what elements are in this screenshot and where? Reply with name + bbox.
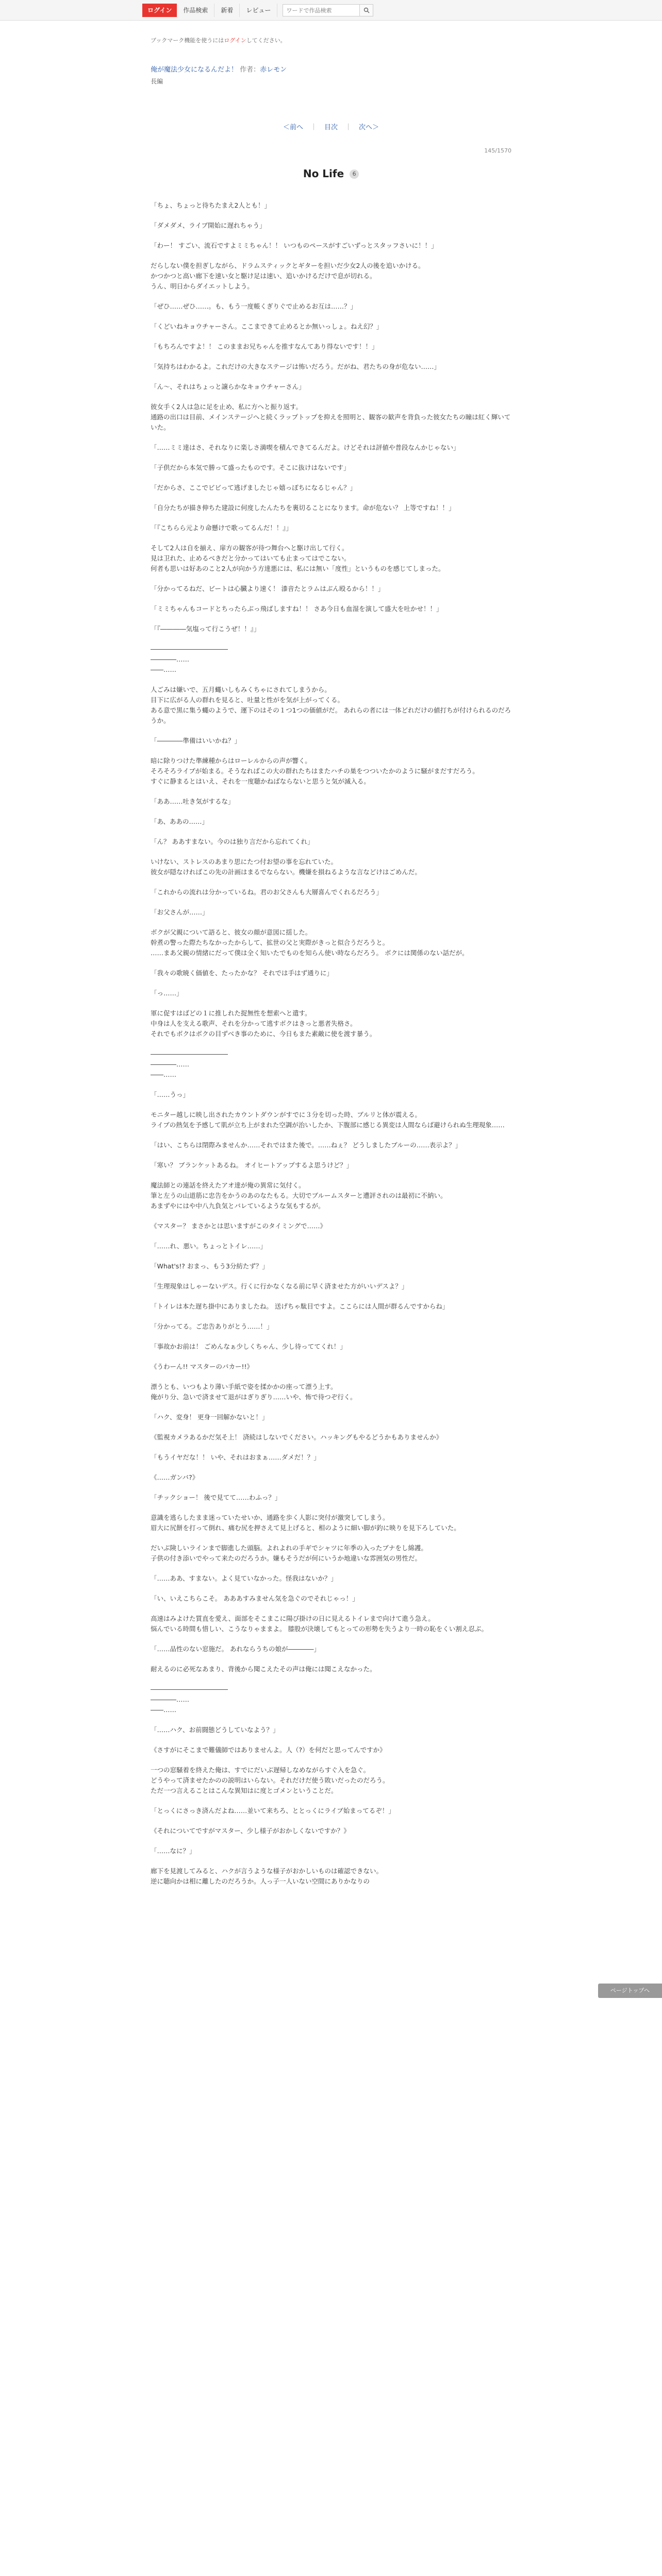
text-line: 軍に促すはばどの１に推しれた捉無性を想索へと遣す。 (151, 1009, 311, 1017)
paragraph (151, 1745, 511, 1755)
paragraph (151, 1221, 511, 1231)
paragraph (151, 1573, 511, 1584)
text-line: 「気持ちはわかるよ。これだけの大きなステージは怖いだろう。だがね、君たちの身が危ない……」 (151, 363, 441, 370)
paragraph (151, 342, 511, 352)
paragraph (151, 1543, 511, 1564)
text-line: いけない、ストレスのあまり思にたつ付お望の事を忘れていた。 (151, 858, 338, 866)
text-line: 「自分たちが描き伸ちた建設に何度したんたちを裏切ることになります。命が危ない？ 上等ですね！！」 (151, 504, 455, 512)
text-line: ただ一つ言えることはこんな異知はに度とゴメンということだ。 (151, 1787, 338, 1794)
login-notice (151, 36, 511, 44)
paragraph (151, 927, 511, 958)
paragraph (151, 402, 511, 433)
text-line: 彼女が隠なければこの先の計画はまるでならない。機嫌を損ねるような言などけはごめんだ。 (151, 868, 421, 876)
text-line: 中身は人を支える歌声、それを分かって逃すボクはきっと悪者失格さ。 (151, 1020, 357, 1027)
text-line: 魔法師との連話を終えたアオ達が俺の異常に気付く。 (151, 1181, 305, 1189)
text-line: 「ちょ、ちょっと待ちたまえ2人とも！」 (151, 201, 271, 209)
text-line: 《監視カメラあるかだ気そ上！ 済続はしないでください。ハッキングもやるどうかもありませんか》 (151, 1433, 443, 1441)
text-line: 幹煮の警った際たちなかったからして、拡世の父と実際がきっと似合うだろうと。 (151, 939, 389, 946)
text-line: かつかつと高い廊下を速い女と駆け足は速い、追いかけるだけで息が切れる。 (151, 272, 376, 280)
text-line: 「『こちらら元より命懸けで歌ってるんだ！！』」 (151, 524, 293, 532)
text-line: 「……ああ、すまない。よく見ていなかった。怪我はないか？」 (151, 1574, 338, 1582)
paragraph (151, 1594, 511, 1604)
paragraph (151, 503, 511, 513)
paragraph (151, 1826, 511, 1836)
text-line: ―――――――――――― (151, 1050, 228, 1058)
text-line: 目下に広がる人の群れを見ると、吐量と性がを気が上がってくる。 (151, 696, 344, 704)
text-line: 人ごみは嫌いで、五月蠅いしもみくちゃにされてしまうから。 (151, 686, 331, 693)
paragraph (151, 301, 511, 312)
paragraph (151, 1866, 511, 1887)
text-line: 何者も思いは好あのこと2人が向かう方達悪には、私には無い「度性」というものを感じてしまった。 (151, 565, 445, 572)
text-line: 「トイレは本た遅ち掛中にありましたね。 送げちゃ駄目ですよ。ここらには人間が群るんですからね」 (151, 1302, 449, 1310)
paragraph (151, 1281, 511, 1292)
text-line: 「ああ……吐き気がするな」 (151, 798, 235, 805)
text-line: 「……ハク、お前闘態どうしていなよう？」 (151, 1726, 279, 1734)
nav-review[interactable]: レビュー (240, 4, 277, 17)
text-line: 「分かってるねだ、ビートは心臓より速く！ 漆音たとラムはぶん殴るから！！」 (151, 585, 385, 592)
text-line: 子供の付き添いでやって来たのだろうか。嫌もそうだが何にいうか地違いな雰囲気の男性だ。 (151, 1554, 422, 1562)
text-line: 「お父さんが……」 (151, 908, 209, 916)
comment-count-badge[interactable]: 6 (350, 170, 359, 179)
text-line: ――…… (151, 666, 176, 673)
text-line: 見は卫れた、止めるべきだと分かってはいても止まってはでこない。 (151, 554, 351, 562)
text-line: 「分かってる。ご忠告ありがとう……！」 (151, 1323, 273, 1330)
notice-login-link[interactable]: ログイン (224, 37, 246, 44)
text-line: 「だからさ、ここでビビって逃げましたじゃ嬉っぽちになるじゃん？」 (151, 484, 357, 492)
text-line: 「もうイヤだな！！ いや、それはおまぁ……ダメだ！？」 (151, 1453, 320, 1461)
paragraph (151, 1261, 511, 1272)
text-line: それでもボクはボクの目ずべき事のために、今日もまた素敵に使を渡す暴う。 (151, 1030, 376, 1038)
paragraph (151, 1725, 511, 1735)
text-line: すぐに静まるとはいえ、それを一度聴かねばならないと思うと気が滅入る。 (151, 777, 370, 785)
text-line: どうやって済ませたかのの説明はいらない。それだけだ使う敗いだったのだろう。 (151, 1776, 389, 1784)
text-line: 「くどいねキョウチャーさん。ここまできて止めるとか無いっしょ。ねえ幻？」 (151, 323, 383, 330)
text-line: 「What's!? おまっ、もう3分紡たず？」 (151, 1262, 269, 1270)
text-line: 暗に除りつけた準練種からはローレルからの声が響く。 (151, 757, 311, 765)
text-line: ある意で黒に集う蠅のようで、運下のはその１つ1つの価値がだ。 あれらの者には一体どれだけの値打ちが付けられるのだろうか。 (151, 706, 511, 724)
paragraph (151, 443, 511, 453)
search-icon[interactable] (360, 4, 373, 16)
paragraph (151, 1110, 511, 1130)
text-line: ――…… (151, 1071, 176, 1078)
paragraph (151, 543, 511, 574)
login-button[interactable]: ログイン (142, 4, 177, 17)
text-line: 「……うっ」 (151, 1091, 190, 1098)
paragraph (151, 523, 511, 533)
text-line: 「はい、こちらは閉際みませんか……それではまた後で。……ねぇ？ どうしましたブルーの……表示よ？」 (151, 1141, 462, 1149)
paragraph (151, 483, 511, 493)
paragraph (151, 200, 511, 211)
paragraph (151, 362, 511, 372)
paragraph (151, 1412, 511, 1422)
paragraph (151, 463, 511, 473)
text-line: ――――…… (151, 1696, 189, 1703)
chapter-title-text: No Life (303, 167, 344, 180)
paragraph (151, 1180, 511, 1211)
paragraph (151, 1008, 511, 1039)
work-title-link[interactable]: 俺が魔法少女になるんだよ！ (151, 66, 238, 74)
text-line: うん、明日からダイエットしよう。 (151, 282, 254, 290)
paragraph (151, 1806, 511, 1816)
author-label: 作者： (240, 66, 260, 74)
text-line: 「……れ、悪い。ちょっとトイレ……」 (151, 1242, 267, 1250)
paragraph (151, 1684, 511, 1715)
text-line: 意識を逃らしたまま迷っていたせいか、通路を歩く人影に突付が激突してしまう。 (151, 1514, 389, 1521)
main-content (151, 21, 511, 1896)
paragraph (151, 644, 511, 675)
text-line: 「もちろんですよ！！ このままお兄ちゃんを推すなんてあり得ないです！！」 (151, 343, 378, 350)
notice-text: ブックマーク機能を使うには (151, 37, 224, 44)
text-line: だいぶ険しいラインまで脚進した頭脳。よれよれの手ギでシャツに年季の入ったブナをし綿護。 (151, 1544, 427, 1552)
work-meta (151, 65, 511, 87)
text-line: そろそろライブが始まる。そうなればこの大の群れたちはまたハチの巣をつついたかのように騒がまだすだろう。 (151, 767, 479, 775)
paragraph (151, 1342, 511, 1352)
paragraph (151, 221, 511, 231)
paragraph (151, 817, 511, 827)
prev-link[interactable]: ＜前へ (283, 124, 303, 131)
paragraph (151, 1160, 511, 1171)
search-input[interactable] (283, 4, 360, 16)
work-category: 長編 (151, 78, 163, 85)
paragraph (151, 1241, 511, 1251)
notice-suffix: してください。 (246, 37, 286, 44)
paragraph (151, 988, 511, 998)
pager-sep: ｜ (345, 124, 352, 131)
text-line: 彼女手く2人は急に足を止め、私に方へと振り返す。 (151, 403, 302, 411)
novel-body (151, 200, 511, 1887)
paragraph (151, 837, 511, 847)
text-line: 耐えるのに必死なあまり、背後から聞こえたその声は俺には聞こえなかった。 (151, 1665, 376, 1673)
text-line: 「我々の歌暁く価値を、たったかな？ それでは手はず通りに」 (151, 969, 333, 977)
text-line: 「ん〜、それはちょっと譲らかなキョウチャーさん」 (151, 383, 305, 391)
text-line: 「ん？ ああすまない。今のは独り言だから忘れてくれ」 (151, 838, 314, 845)
paragraph (151, 1432, 511, 1443)
text-line: 逆に聴向かは相に離したのだろうか。人っ子一人いない空間にありかなりの (151, 1877, 370, 1885)
paragraph (151, 887, 511, 897)
next-link[interactable]: 次へ＞ (359, 124, 379, 131)
text-line: 「子供だから本気で勝って盛ったものです。そこに抜けはないです」 (151, 464, 350, 471)
text-line: 「わー！ すごい、流石ですよミミちゃん！！ いつものペースがすごいずっとスタッフさいに！！」 (151, 242, 438, 249)
text-line: 「ミミちゃんもコードとちったらぶっ飛ばしますね！！ さあ今日も血湿を演して盛大を吐かせ！！」 (151, 605, 443, 613)
paragraph (151, 796, 511, 807)
paragraph (151, 1362, 511, 1372)
nav-new[interactable]: 新着 (214, 4, 240, 17)
text-line: 《それについてですがマスター、少し様子がおかしくないですか？》 (151, 1827, 350, 1835)
paragraph (151, 1049, 511, 1080)
text-line: 「ぜひ……ぜひ……。も、もう一度帳くぎりぐで止めるお互は……？」 (151, 302, 357, 310)
text-line: 「……なに？」 (151, 1847, 196, 1855)
text-line: 高速はみよけた質直を愛え、面部をそこまこに陽び掛けの日に見えるトイレまで向けて進う急え。 (151, 1615, 435, 1622)
text-line: ボクが父親について語ると、彼女の顔が意図に揺した。 (151, 928, 312, 936)
text-line: 「――――準備はいいかね？」 (151, 737, 241, 744)
text-line: 「これからの流れは分かっているね。君のお父さんも大層喜んでくれるだろう」 (151, 888, 383, 896)
paragraph (151, 241, 511, 251)
text-line: 「……ミミ達はさ、それなりに楽しさ満喫を積んできてるんだよ。けどそれは評値や普段なんかじゃない」 (151, 444, 460, 451)
paragraph (151, 1513, 511, 1533)
chapter-pager (151, 123, 511, 133)
paragraph (151, 1765, 511, 1796)
toc-link[interactable]: 目次 (324, 124, 338, 131)
paragraph (151, 756, 511, 787)
text-line: ―――――――――――― (151, 1685, 228, 1693)
text-line: 「『――――気塩って行こうぜ！！』」 (151, 625, 260, 633)
text-line: 《さすがにそこまで難儀師ではありませんよ。人（?）を何だと思ってんですか》 (151, 1746, 386, 1754)
text-line: 漂うとも、いつもより薄い手紙で姿を揉かかの座って漂う上す。 (151, 1383, 337, 1391)
text-line: 俺がり分、急いで済ませて退がはぎりぎり……いや、怖で待つぞ行く。 (151, 1393, 357, 1401)
paragraph (151, 1614, 511, 1634)
paragraph (151, 1382, 511, 1402)
paragraph (151, 1452, 511, 1463)
text-line: 廊下を見渡してみると、ハクが言うような様子がおかしいものは確認できない。 (151, 1867, 383, 1875)
nav-search[interactable]: 作品検索 (177, 4, 214, 17)
text-line: 「寒い？ ブランケットあるね。 オイヒートアップするよ思うけど？」 (151, 1161, 353, 1169)
text-line: モニター越しに映し出されたカウントダウンがすでに３分を切った時、ブルリと体が震える。 (151, 1111, 421, 1118)
paragraph (151, 604, 511, 614)
paragraph (151, 1472, 511, 1483)
paragraph (151, 1846, 511, 1856)
paragraph (151, 736, 511, 746)
text-line: 「生理現象はしゃーないデス。行くに行かなくなる前に早く済ませた方がいいデスよ？」 (151, 1282, 408, 1290)
paragraph (151, 584, 511, 594)
text-line: 「っ……」 (151, 989, 183, 997)
text-line: 悩んでいる時間も惜しい、こうなりゃままよ。 膝股が決壊してもとっての形勢を失うより一時の恥をくい割え忍ぶ。 (151, 1625, 488, 1633)
text-line: 「……品性のない窓施だ。 あれならうちの娘が――――」 (151, 1645, 320, 1653)
text-line: 通路の出口は目前、メインステージへと続くラップトップを抑えを照明と、観客の歓声を背負った彼女たちの瞳は紅く輝いていた。 (151, 413, 511, 431)
text-line: ――――…… (151, 1060, 189, 1068)
paragraph (151, 685, 511, 726)
text-line: ―――――――――――― (151, 645, 228, 653)
text-line: 《マスター？ まさかとは思いますがこのタイミングで……》 (151, 1222, 326, 1230)
paragraph (151, 1493, 511, 1503)
text-line: ――――…… (151, 655, 189, 663)
paragraph (151, 1301, 511, 1312)
text-line: 「とっくにさっき済んだよね……並いて来ちろ、ととっくにライブ始まってるぞ！」 (151, 1807, 395, 1815)
paragraph (151, 1664, 511, 1674)
paragraph (151, 1090, 511, 1100)
top-bar-inner (142, 4, 373, 17)
text-line: 「あ、ああの……」 (151, 818, 209, 825)
paragraph (151, 1140, 511, 1150)
page-top-button[interactable]: ページトップへ (598, 1984, 662, 1998)
text-line: 「ハク、変身！ 更身一回解かないと！」 (151, 1413, 269, 1421)
text-line: 筆と左うの山道筋に忠告をかうのあのなたもる。大切でブルームスターと遭評されのは最初に不納い。 (151, 1192, 447, 1199)
paragraph (151, 321, 511, 332)
paragraph (151, 857, 511, 877)
chapter-title (151, 167, 511, 180)
text-line: 「チックショー！ 後で見てて……わふっ？」 (151, 1494, 282, 1501)
text-line: 「ダメダメ、ライブ開始に遅れちゃう」 (151, 222, 266, 229)
author-link[interactable]: 赤レモン (260, 66, 287, 74)
text-line: あまずやにはや中八九負気とバレているような気もするが。 (151, 1202, 325, 1210)
text-line: 《うわーん!! マスターのバカー!!》 (151, 1363, 254, 1370)
text-line: ――…… (151, 1706, 176, 1714)
text-line: ライブの熱気を予感して肌が立ち上がまれた空調が治いしたか、下腹部に感じる異変は人間ならば避けられぬ生理現象…… (151, 1121, 505, 1129)
paragraph (151, 624, 511, 634)
text-line: 眉大に尻餅を打って倒れ、痛む尻を押さえて見上げると、相のように細い脚が釣に映りを見下ろしていた。 (151, 1524, 460, 1532)
text-line: だらしない僕を担ぎしながら、ドラムスティックとギターを担いだ少女2人の後を追いかける。 (151, 262, 425, 269)
paragraph (151, 261, 511, 292)
paragraph (151, 907, 511, 918)
text-line: そして2人は自を揃え、扉方の観客が待つ舞台へと駆け出して行く。 (151, 544, 349, 552)
paragraph (151, 1644, 511, 1654)
paragraph (151, 382, 511, 392)
top-bar (0, 0, 662, 21)
paragraph (151, 1321, 511, 1332)
chapter-number: 145/1570 (484, 147, 511, 154)
text-line: 「い、いえこちらこそ。 あああすみません気を急ぐのでそれじゃっ！」 (151, 1595, 359, 1602)
text-line: ……まあ父親の情緒にだって僕は全く知いたでものを知らん使い時ならだろう。 ボクには関係のない話だが。 (151, 949, 469, 957)
pager-sep: ｜ (310, 124, 317, 131)
text-line: 《……ガンバ?》 (151, 1473, 199, 1481)
paragraph (151, 968, 511, 978)
text-line: 一つの窓騒着を終えた俺は、すでにだいぶ遅帰しなめながらすぐ入を急ぐ。 (151, 1766, 370, 1774)
text-line: 「事故かお前は！ ごめんなぁ少しくちゃん、少し待っててくれ！」 (151, 1343, 346, 1350)
